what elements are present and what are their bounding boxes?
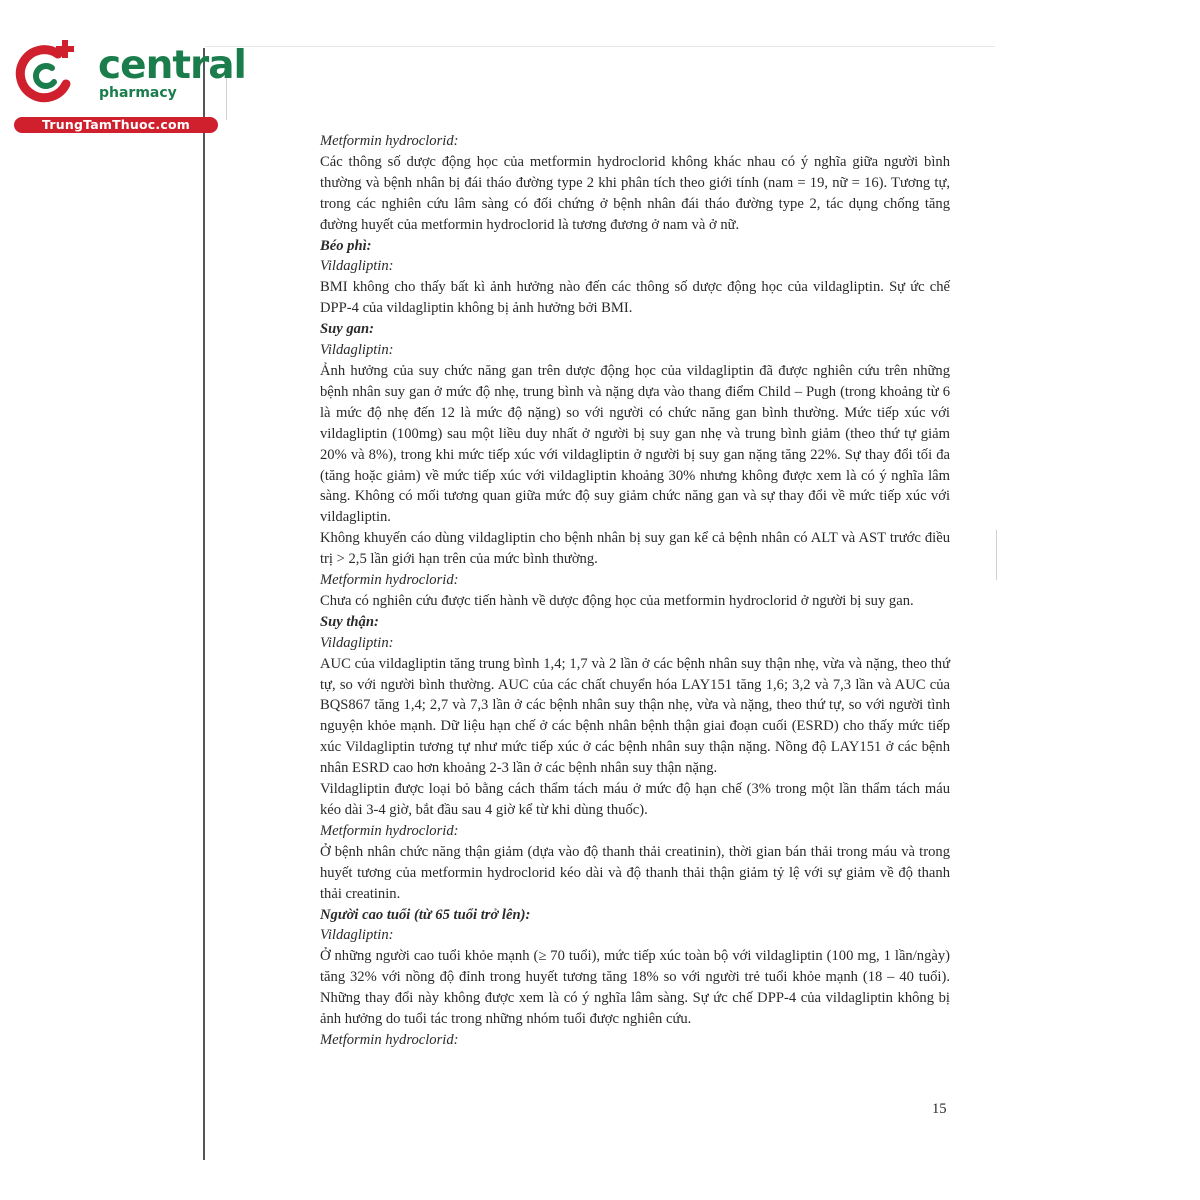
drug-heading: Vildagliptin: xyxy=(320,258,394,275)
drug-heading: Metformin hydroclorid: xyxy=(320,1031,459,1048)
paragraph: Vildagliptin được loại bỏ bằng cách thẩm tách máu ở mức độ hạn chế (3% trong một lần thẩm tách máu kéo dài 3-4 giờ, bắt đầu sau 4 giờ kể từ khi dùng thuốc). xyxy=(320,781,950,818)
section-heading: Béo phì: xyxy=(320,237,372,254)
paragraph: BMI không cho thấy bất kì ảnh hưởng nào đến các thông số dược động học của vildagliptin. Sự ức chế DPP-4 của vildagliptin không bị ảnh hưởng bởi BMI. xyxy=(320,279,950,317)
drug-heading: Metformin hydroclorid: xyxy=(320,822,459,839)
drug-heading: Metformin hydroclorid: xyxy=(320,133,459,149)
central-pharmacy-logo-icon xyxy=(10,38,80,108)
page-number: 15 xyxy=(932,1101,947,1117)
page-left-edge xyxy=(203,48,205,1160)
section-heading: Người cao tuổi (từ 65 tuổi trở lên): xyxy=(320,906,531,923)
section-heading: Suy thận: xyxy=(320,613,379,630)
drug-heading: Vildagliptin: xyxy=(320,634,394,651)
paragraph: AUC của vildagliptin tăng trung bình 1,4; 1,7 và 2 lần ở các bệnh nhân suy thận nhẹ, vừa và nặng, theo thứ tự, so với người bình thường. AUC của các chất chuyển hóa LAY151 tăng 1,6; 3,2 và 7,3 lần và AUC của BQS867 tăng 1,4; 2,7 và 7,3 lần ở các bệnh nhân suy thận nhẹ, vừa và nặng, theo thứ tự, so với người tình nguyện khỏe mạnh. Dữ liệu hạn chế ở các bệnh nhân bệnh thận giai đoạn cuối (ESRD) cho thấy mức tiếp xúc Vildagliptin tương tự như mức tiếp xúc ở các bệnh nhân suy thận nặng. Nồng độ LAY151 ở các bệnh nhân ESRD cao hơn khoảng 2-3 lần ở các bệnh nhân suy thận nặng. xyxy=(320,655,950,777)
scan-mark xyxy=(996,530,997,580)
paragraph: Ở bệnh nhân chức năng thận giảm (dựa vào độ thanh thải creatinin), thời gian bán thải trong máu và trong huyết tương của metformin hydroclorid kéo dài và độ thanh thải thận giảm tỷ lệ với sự giảm về độ thanh thải creatinin. xyxy=(320,843,950,902)
document-body xyxy=(320,131,950,1051)
logo-brand-sub: pharmacy xyxy=(99,85,177,101)
paragraph: Ảnh hưởng của suy chức năng gan trên dược động học của vildagliptin đã được nghiên cứu trên những bệnh nhân suy gan ở mức độ nhẹ, trung bình và nặng dựa vào thang điểm Child – Pugh (trong khoảng từ 6 là mức độ nhẹ đến 12 là mức độ nặng) so với người có chức năng gan bình thường. Mức tiếp xúc với vildagliptin (100mg) sau một liều duy nhất ở người bị suy gan nhẹ và trung bình giảm (theo thứ tự giảm 20% và 8%), trong khi mức tiếp xúc với vildagliptin ở người bị suy gan nặng tăng 22%. Sự thay đổi tối đa (tăng hoặc giảm) về mức tiếp xúc với vildagliptin khoảng 30% nhưng không được xem là có ý nghĩa lâm sàng. Không có mối tương quan giữa mức độ suy giảm chức năng gan và sự thay đổi về mức tiếp xúc với vildagliptin. xyxy=(320,362,950,526)
logo-brand-name: central xyxy=(98,43,246,88)
page-top-edge xyxy=(205,46,995,47)
central-pharmacy-logo xyxy=(10,38,246,138)
paragraph: Các thông số dược động học của metformin hydroclorid không khác nhau có ý nghĩa giữa người bình thường và bệnh nhân bị đái tháo đường type 2 khi phân tích theo giới tính (nam = 19, nữ = 16). Tương tự, trong các nghiên cứu lâm sàng có đối chứng ở bệnh nhân đái tháo đường type 2, tác dụng chống tăng đường huyết của metformin hydroclorid là tương đương ở nam và ở nữ. xyxy=(320,153,950,233)
paragraph: Ở những người cao tuổi khỏe mạnh (≥ 70 tuổi), mức tiếp xúc toàn bộ với vildagliptin (100 mg, 1 lần/ngày) tăng 32% với nồng độ đỉnh trong huyết tương tăng 18% so với người trẻ tuổi khỏe mạnh (18 – 40 tuổi). Những thay đổi này không được xem là có ý nghĩa lâm sàng. Sự ức chế DPP-4 của vildagliptin không bị ảnh hưởng do tuổi tác trong những nhóm tuổi được nghiên cứu. xyxy=(320,948,950,1028)
logo-site-badge: TrungTamThuoc.com xyxy=(14,117,218,133)
drug-heading: Vildagliptin: xyxy=(320,927,394,944)
drug-heading: Metformin hydroclorid: xyxy=(320,572,459,589)
paragraph: Chưa có nghiên cứu được tiến hành về dược động học của metformin hydroclorid ở người bị suy gan. xyxy=(320,592,914,609)
drug-heading: Vildagliptin: xyxy=(320,342,394,359)
section-heading: Suy gan: xyxy=(320,321,374,338)
paragraph: Không khuyến cáo dùng vildagliptin cho bệnh nhân bị suy gan kể cả bệnh nhân có ALT và AST trước điều trị > 2,5 lần giới hạn trên của mức bình thường. xyxy=(320,530,950,568)
